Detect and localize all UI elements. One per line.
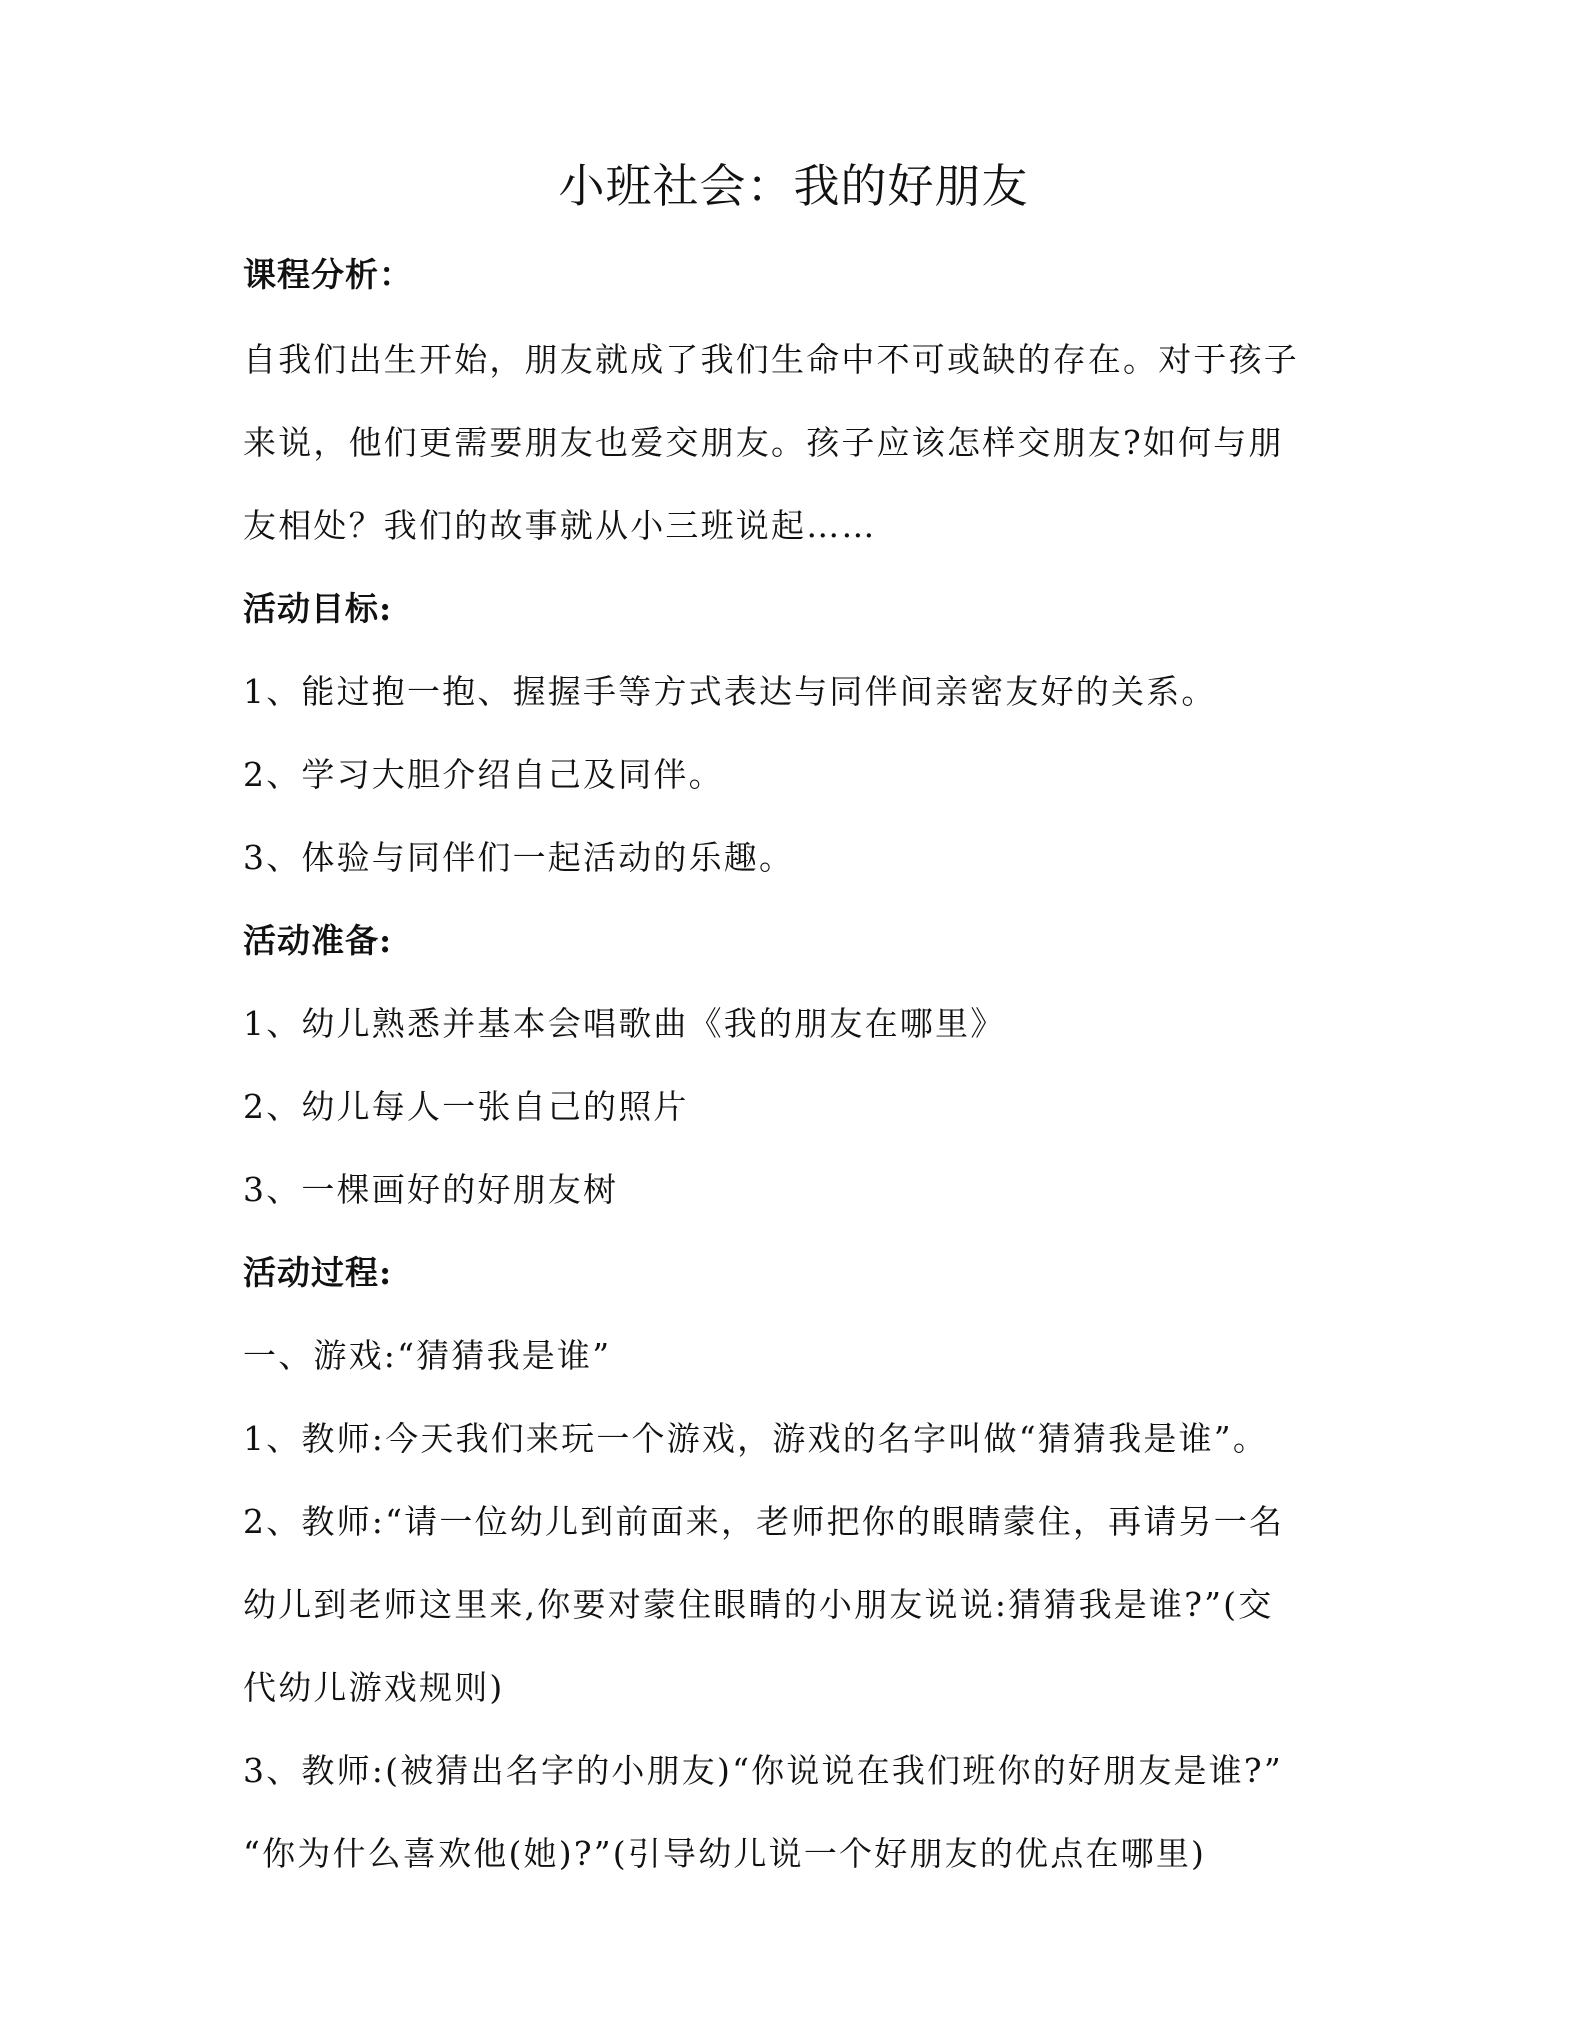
list-item: 3、一棵画好的好朋友树 [243,1170,619,1209]
list-item: 3、体验与同伴们一起活动的乐趣。 [243,838,795,877]
list-item: 1、幼儿熟悉并基本会唱歌曲《我的朋友在哪里》 [243,1004,1006,1043]
paragraph-line: 幼儿到老师这里来,你要对蒙住眼睛的小朋友说说:猜猜我是谁?”(交 [243,1585,1274,1624]
document-title: 小班社会：我的好朋友 [558,159,1029,213]
section-heading-activity-process: 活动过程: [243,1253,393,1292]
list-item: 1、能过抱一抱、握握手等方式表达与同伴间亲密友好的关系。 [243,672,1217,711]
list-item: 1、教师:今天我们来玩一个游戏，游戏的名字叫做“猜猜我是谁”。 [243,1419,1269,1458]
section-heading-activity-goals: 活动目标: [243,589,393,628]
paragraph-line: 来说，他们更需要朋友也爱交朋友。孩子应该怎样交朋友?如何与朋 [243,423,1284,462]
paragraph-line: 自我们出生开始，朋友就成了我们生命中不可或缺的存在。对于孩子 [243,340,1299,379]
list-item: 2、幼儿每人一张自己的照片 [243,1087,689,1126]
section-heading-activity-preparation: 活动准备: [243,921,393,960]
paragraph-line: 代幼儿游戏规则) [243,1668,505,1707]
paragraph-line: 友相处？我们的故事就从小三班说起…… [243,506,877,545]
list-item: 2、学习大胆介绍自己及同伴。 [243,755,724,794]
section-heading-course-analysis: 课程分析： [243,255,413,294]
list-item: 一、游戏:“猜猜我是谁” [243,1336,612,1375]
list-item: 3、教师:(被猜出名字的小朋友)“你说说在我们班你的好朋友是谁?” [243,1751,1283,1790]
list-item: 2、教师:“请一位幼儿到前面来，老师把你的眼睛蒙住，再请另一名 [243,1502,1285,1541]
paragraph-line: “你为什么喜欢他(她)?”(引导幼儿说一个好朋友的优点在哪里) [243,1834,1207,1873]
